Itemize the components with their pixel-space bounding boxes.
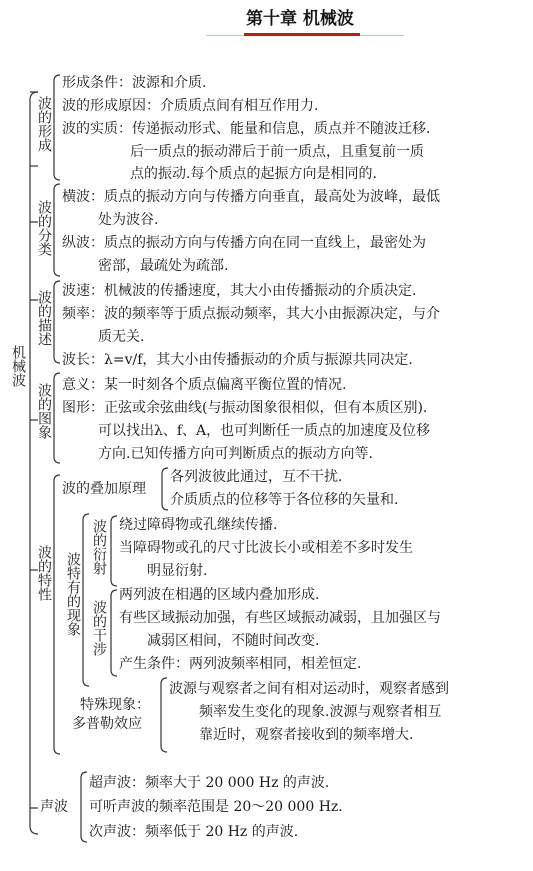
unique-phenomena-label: 波特有的现象 (65, 552, 81, 636)
formation-line: 后一质点的振动滞后于前一质点，且重复前一质 (130, 144, 424, 160)
image-line: 可以找出λ、f、A，也可判断任一质点的加速度及位移 (98, 423, 431, 439)
root-label: 机械波 (10, 345, 26, 387)
classification-line: 处为波谷. (98, 212, 159, 228)
interference-line: 两列波在相遇的区域内叠加形成. (119, 587, 320, 603)
doppler-line: 波源与观察者之间有相对运动时，观察者感到 (169, 681, 449, 697)
interference-line: 产生条件：两列波频率相同，相差恒定. (119, 656, 362, 672)
image-line: 方向.已知传播方向可判断质点的振动方向等. (98, 446, 373, 462)
sound-line: 可听声波的频率范围是 20～20 000 Hz. (89, 799, 343, 815)
formation-line: 波的形成原因：介质质点间有相互作用力. (62, 98, 319, 114)
interference-line: 减弱区相间，不随时间改变. (147, 633, 320, 649)
description-line: 波速：机械波的传播速度，其大小由传播振动的介质决定. (62, 283, 417, 299)
image-line: 图形：正弦或余弦曲线(与振动图象很相似，但有本质区别). (62, 400, 428, 416)
classification-label: 波的分类 (36, 200, 52, 256)
sound-line: 超声波：频率大于 20 000 Hz 的声波. (89, 775, 330, 791)
description-line: 频率：波的频率等于质点振动频率，其大小由振源决定，与介 (62, 306, 440, 322)
image-line: 意义：某一时刻各个质点偏离平衡位置的情况. (62, 377, 347, 393)
diffraction-line: 明显衍射. (147, 563, 208, 579)
formation-label: 波的形成 (36, 96, 52, 152)
doppler-line: 靠近时，观察者接收到的频率增大. (199, 727, 414, 743)
image-label: 波的图象 (36, 383, 52, 439)
sound-line: 次声波：频率低于 20 Hz 的声波. (89, 824, 299, 840)
interference-line: 有些区域振动加强，有些区域振动减弱，且加强区与 (119, 610, 441, 626)
formation-line: 点的振动.每个质点的起振方向是相同的. (130, 166, 377, 182)
description-line: 波长：λ=v/f，其大小由传播振动的介质与振源共同决定. (62, 352, 413, 368)
formation-line: 波的实质：传递振动形式、能量和信息，质点并不随波迁移. (62, 121, 431, 137)
description-label: 波的描述 (36, 290, 52, 346)
formation-line: 形成条件：波源和介质. (62, 75, 207, 91)
doppler-line: 频率发生变化的现象.波源与观察者相互 (199, 704, 442, 720)
classification-line: 横波：质点的振动方向与传播方向垂直，最高处为波峰，最低 (62, 189, 440, 205)
properties-label: 波的特性 (36, 545, 52, 601)
classification-line: 密部，最疏处为疏部. (98, 258, 229, 274)
description-line: 质无关. (98, 329, 145, 345)
page-title: 第十章 机械波 (246, 9, 354, 29)
classification-line: 纵波：质点的振动方向与传播方向在同一直线上，最密处为 (62, 235, 426, 251)
diffraction-label: 波的衍射 (91, 519, 107, 575)
interference-label: 波的干涉 (91, 600, 107, 656)
superposition-line: 介质质点的位移等于各位移的矢量和. (170, 492, 399, 508)
diffraction-line: 绕过障碍物或孔继续传播. (119, 517, 278, 533)
doppler-label-line1: 特殊现象： (80, 697, 150, 713)
superposition-line: 各列波彼此通过，互不干扰. (170, 469, 343, 485)
doppler-label-line2: 多普勒效应 (72, 716, 142, 732)
sound-label: 声波 (40, 799, 68, 815)
superposition-label: 波的叠加原理 (62, 481, 146, 497)
diffraction-line: 当障碍物或孔的尺寸比波长小或相差不多时发生 (119, 540, 413, 556)
